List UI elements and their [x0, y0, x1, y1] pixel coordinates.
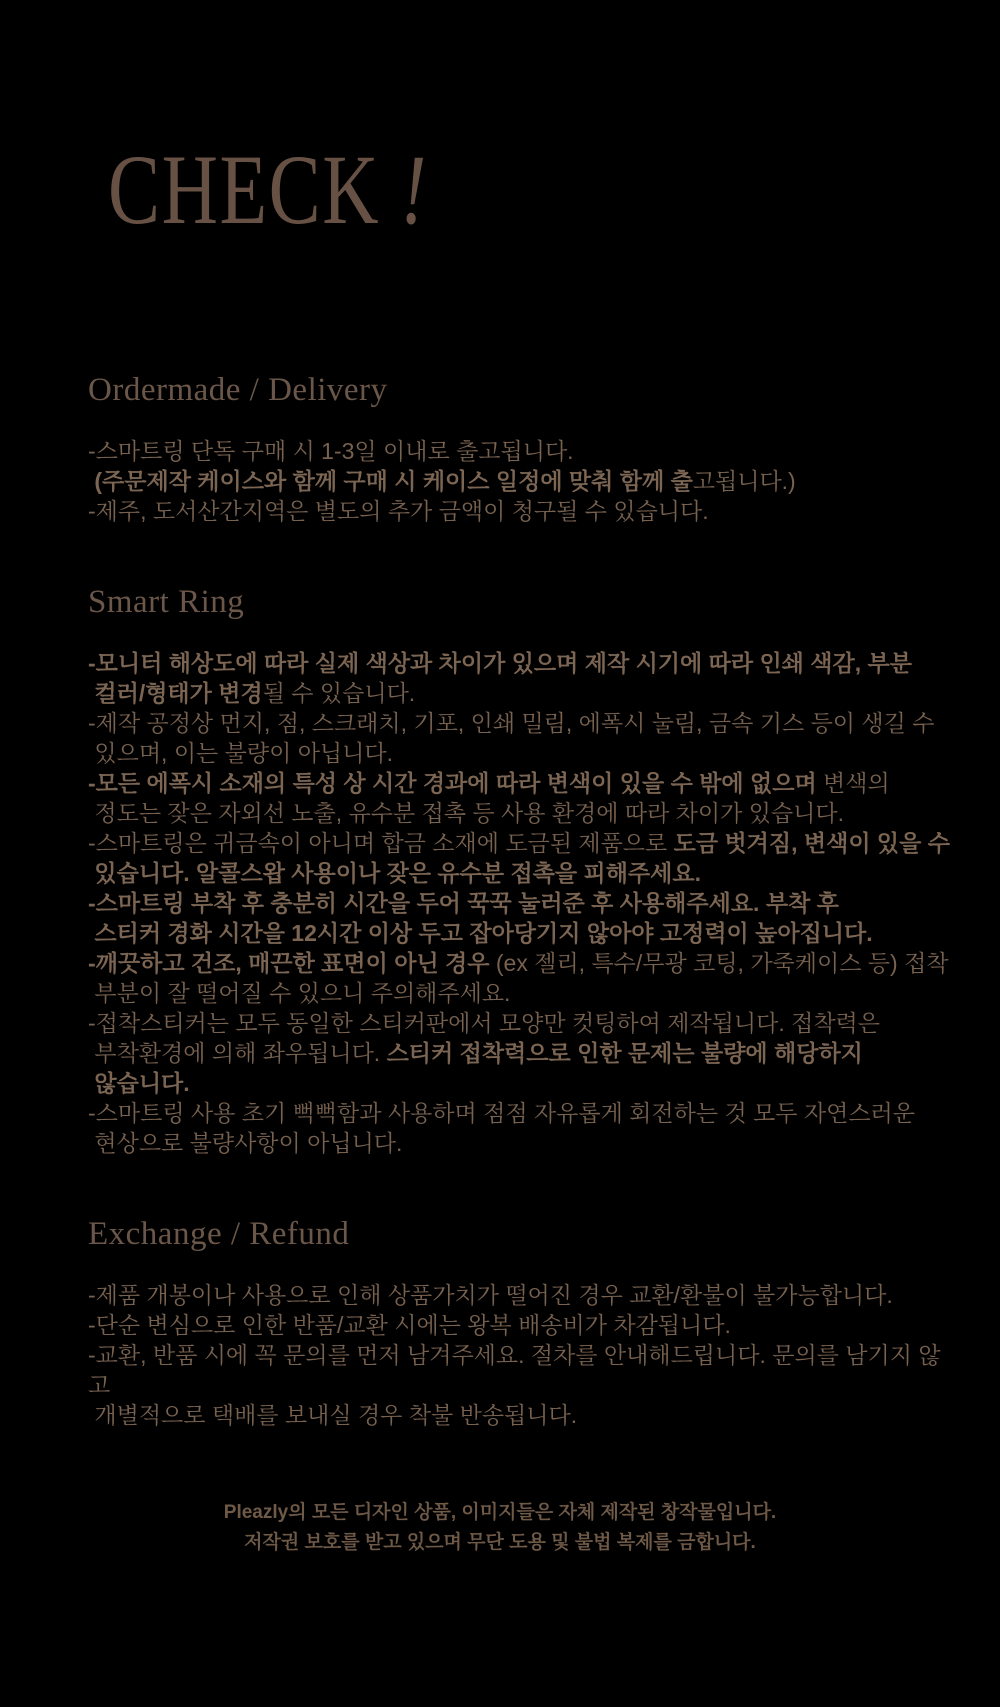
text-segment: 고됩니다.)	[692, 468, 796, 494]
body-line	[88, 1340, 958, 1400]
text-segment: (ex 젤리, 특수/무광 코팅, 가죽케이스 등) 접착	[489, 950, 949, 976]
text-segment: -모니터 해상도에 따라 실제 색상과 차이가 있으며 제작 시기에 따라 인쇄 색감, 부분	[88, 650, 912, 676]
body-line	[88, 828, 958, 858]
text-segment: (주문제작 케이스와 함께 구매 시 케이스 일정에 맞춰 함께 출	[88, 468, 693, 494]
section-body	[88, 1280, 958, 1430]
body-line	[88, 648, 958, 678]
body-line	[88, 1310, 958, 1340]
text-segment: 컬러/형태가 변경	[88, 680, 263, 706]
text-segment: 도금 벗겨짐, 변색이 있을 수	[673, 830, 950, 856]
text-segment: -스마트링은 귀금속이 아니며 합금 소재에 도금된 제품으로	[88, 830, 674, 856]
section-exchange-refund	[88, 1212, 958, 1430]
body-line	[88, 1008, 958, 1038]
text-segment: -제품 개봉이나 사용으로 인해 상품가치가 떨어진 경우 교환/환불이 불가능합니다.	[88, 1282, 893, 1308]
body-line	[88, 888, 958, 918]
body-line	[88, 678, 958, 708]
text-segment: 있습니다. 알콜스왑 사용이나 잦은 유수분 접촉을 피해주세요.	[88, 860, 701, 886]
text-segment: -제주, 도서산간지역은 별도의 추가 금액이 청구될 수 있습니다.	[88, 498, 709, 524]
copyright-footer	[0, 1498, 1000, 1558]
body-line	[88, 858, 958, 888]
text-segment: 변색의	[816, 770, 890, 796]
body-line	[88, 436, 958, 466]
text-segment: 스티커 경화 시간을 12시간 이상 두고 잡아당기지 않아야 고정력이 높아집니다.	[88, 920, 873, 946]
text-segment: -스마트링 단독 구매 시 1-3일 이내로 출고됩니다.	[88, 438, 574, 464]
body-line	[88, 798, 958, 828]
body-line	[88, 918, 958, 948]
section-smart-ring	[88, 580, 958, 1158]
check-heading-text: CHECK	[108, 134, 381, 245]
check-heading	[108, 134, 428, 245]
section-title: Exchange / Refund	[88, 1216, 350, 1252]
body-line	[88, 466, 958, 496]
text-segment: 될 수 있습니다.	[262, 680, 416, 706]
text-segment: 개별적으로 택배를 보내실 경우 착불 반송됩니다.	[88, 1402, 578, 1428]
text-segment: -제작 공정상 먼지, 점, 스크래치, 기포, 인쇄 밀림, 에폭시 눌림, 금속 기스 등이 생길 수	[88, 710, 935, 736]
text-segment: 있으며, 이는 불량이 아닙니다.	[88, 740, 393, 766]
text-segment: -스마트링 부착 후 충분히 시간을 두어 꾹꾹 눌러준 후 사용해주세요. 부착 후	[88, 890, 839, 916]
text-segment: -모든 에폭시 소재의 특성 상 시간 경과에 따라 변색이 있을 수 밖에 없으며	[88, 770, 817, 796]
text-segment: -스마트링 사용 초기 뻑뻑함과 사용하며 점점 자유롭게 회전하는 것 모두 자연스러운	[88, 1100, 915, 1126]
body-line	[88, 978, 958, 1008]
section-title: Ordermade / Delivery	[88, 372, 388, 408]
body-line	[88, 1068, 958, 1098]
footer-line: Pleazly의 모든 디자인 상품, 이미지들은 자체 제작된 창작물입니다.	[223, 1502, 777, 1523]
body-line	[88, 768, 958, 798]
body-line	[88, 1280, 958, 1310]
text-segment: -깨끗하고 건조, 매끈한 표면이 아닌 경우	[88, 950, 490, 976]
text-segment: 부착환경에 의해 좌우됩니다.	[88, 1040, 387, 1066]
text-segment: 않습니다.	[88, 1070, 190, 1096]
body-line	[88, 708, 958, 738]
check-heading-exclamation: !	[400, 134, 428, 245]
section-body	[88, 436, 958, 526]
text-segment: -접착스티커는 모두 동일한 스티커판에서 모양만 컷팅하여 제작됩니다. 접착력은	[88, 1010, 880, 1036]
body-line	[88, 738, 958, 768]
section-title: Smart Ring	[88, 584, 245, 620]
text-segment: -교환, 반품 시에 꼭 문의를 먼저 남겨주세요. 절차를 안내해드립니다. 문의를 남기지 않고	[88, 1342, 941, 1398]
section-ordermade-delivery	[88, 368, 958, 526]
text-segment: -단순 변심으로 인한 반품/교환 시에는 왕복 배송비가 차감됩니다.	[88, 1312, 731, 1338]
body-line	[88, 1038, 958, 1068]
text-segment: 부분이 잘 떨어질 수 있으니 주의해주세요.	[88, 980, 511, 1006]
text-segment: 스티커 접착력으로 인한 문제는 불량에 해당하지	[386, 1040, 863, 1066]
body-line	[88, 948, 958, 978]
body-line	[88, 1400, 958, 1430]
body-line	[88, 496, 958, 526]
body-line	[88, 1098, 958, 1128]
text-segment: 현상으로 불량사항이 아닙니다.	[88, 1130, 403, 1156]
body-line	[88, 1128, 958, 1158]
footer-line: 저작권 보호를 받고 있으며 무단 도용 및 불법 복제를 금합니다.	[244, 1532, 756, 1553]
text-segment: 정도는 잦은 자외선 노출, 유수분 접촉 등 사용 환경에 따라 차이가 있습니다.	[88, 800, 845, 826]
section-body	[88, 648, 958, 1158]
